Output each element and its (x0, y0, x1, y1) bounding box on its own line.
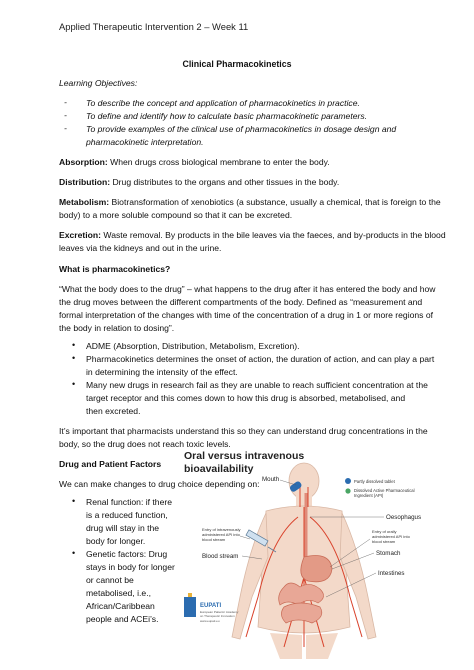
definition-metabolism (59, 196, 441, 209)
term-metabolism: Metabolism: (59, 197, 110, 207)
section-heading-dpf: Drug and Patient Factors (59, 459, 162, 469)
paragraph-line: “What the body does to the drug” – what happens to the drug after it has entered the body and how (59, 284, 436, 294)
bullet-item: ADME (Absorption, Distribution, Metabolism, Excretion). (86, 341, 300, 351)
bullet-icon: • (72, 379, 76, 389)
label-stomach: Stomach (376, 550, 401, 557)
eupati-logo-url: www.eupati.eu (200, 619, 220, 623)
legend-api-label-1: Dissolved Active Pharmaceutical (354, 488, 415, 493)
definition-absorption (59, 156, 330, 169)
legend-tablet-label: Partly dissolved tablet (354, 479, 395, 484)
bullet-item-cont: drug will stay in the (86, 523, 160, 533)
bullet-item-cont: stays in body for longer (86, 562, 175, 572)
eupati-logo (184, 593, 239, 623)
bullet-icon: • (72, 340, 76, 350)
stomach-organ (301, 556, 332, 582)
dash-marker: - (64, 123, 67, 133)
legend-api-dot (345, 488, 350, 493)
legend-api-label-2: Ingredient (API) (354, 493, 384, 498)
term-absorption: Absorption: (59, 157, 108, 167)
objective-item: To define and identify how to calculate basic pharmacokinetic parameters. (86, 111, 368, 121)
bullet-icon: • (72, 496, 76, 506)
bullet-icon: • (72, 353, 76, 363)
objectives-heading: Learning Objectives: (59, 78, 138, 88)
eupati-logo-sub1: European Patients' Academy (200, 610, 239, 614)
bullet-item-cont: target receptor and this comes down to how this drug is absorbed, metabolised, and (86, 393, 406, 403)
page-title: Clinical Pharmacokinetics (182, 59, 292, 69)
definition-distribution (59, 176, 339, 189)
bullet-item-cont: or cannot be (86, 575, 134, 585)
label-entry-oral-3: blood stream (372, 539, 396, 544)
label-blood-stream: Blood stream (202, 553, 239, 560)
legend-tablet-dot (345, 478, 351, 484)
bullet-item: Pharmacokinetics determines the onset of action, the duration of action, and can play a part (86, 354, 435, 364)
bullet-icon: • (72, 548, 76, 558)
eupati-logo-text: EUPATI (200, 603, 222, 609)
eupati-logo-sub2: on Therapeutic Innovation (200, 614, 235, 618)
definition-text: Biotransformation of xenobiotics (a substance, usually a chemical, that is foreign to the (109, 197, 441, 207)
label-entry-iv-1: Entry of intravenously (202, 527, 241, 532)
eupati-logo-mark (184, 597, 196, 617)
paragraph-line: It’s important that pharmacists understand this so they can understand drug concentrations in the (59, 426, 428, 436)
bullet-item-cont: body for longer. (86, 536, 146, 546)
objective-item: To describe the concept and application of pharmacokinetics in practice. (86, 98, 360, 108)
bullet-item-cont: metabolised, i.e., (86, 588, 151, 598)
label-entry-oral-1: Entry of orally (372, 529, 397, 534)
bullet-item-cont: in determining the intensity of the effect. (86, 367, 238, 377)
term-distribution: Distribution: (59, 177, 111, 187)
definition-text: When drugs cross biological membrane to enter the body. (107, 157, 330, 167)
bullet-item-cont: African/Caribbean (86, 601, 155, 611)
bioavailability-figure (180, 447, 426, 659)
dpf-intro: We can make changes to drug choice depending on: (59, 479, 260, 489)
definition-excretion (59, 229, 446, 242)
intestines-organ (281, 603, 321, 623)
paragraph-line: formal interpretation of the changes with time of the concentration of a drug in 1 or more regions of (59, 310, 434, 320)
label-mouth: Mouth (262, 476, 280, 483)
section-heading-what: What is pharmacokinetics? (59, 264, 171, 274)
bullet-item-cont: people and ACEi’s. (86, 614, 159, 624)
figure-title-line1: Oral versus intravenous (184, 450, 305, 462)
objective-item: To provide examples of the clinical use of pharmacokinetics in dosage design and (86, 124, 397, 134)
objective-item-cont: pharmacokinetic interpretation. (86, 137, 204, 147)
dash-marker: - (64, 110, 67, 120)
label-intestines: Intestines (378, 570, 405, 577)
figure-title-line2: bioavailability (184, 463, 254, 475)
paragraph-line: body, so the drug does not reach toxic levels. (59, 439, 231, 449)
bullet-item: Many new drugs in research fail as they are unable to reach sufficient concentration at the (86, 380, 428, 390)
definition-metabolism-cont: body) to a more soluble compound so that it can be excreted. (59, 210, 293, 220)
dash-marker: - (64, 97, 67, 107)
bullet-item-cont: then excreted. (86, 406, 141, 416)
bullet-item: Genetic factors: Drug (86, 549, 168, 559)
paragraph-line: the body in relation to dosing”. (59, 323, 175, 333)
definition-excretion-cont: leaves via the kidneys and out in the urine. (59, 243, 222, 253)
bullet-item-cont: is a reduced function, (86, 510, 168, 520)
term-excretion: Excretion: (59, 230, 102, 240)
paragraph-line: the drug moves between the different compartments of the body. Defined as “measurement and (59, 297, 423, 307)
definition-text: Drug distributes to the organs and other tissues in the body. (110, 177, 340, 187)
label-entry-iv-3: blood stream (202, 537, 226, 542)
label-entry-iv-2: administered API into (202, 532, 240, 537)
label-oesophagus: Oesophagus (386, 514, 422, 521)
bullet-item: Renal function: if there (86, 497, 172, 507)
label-entry-oral-2: administered API into (372, 534, 410, 539)
definition-text: Waste removal. By products in the bile leaves via the faeces, and by-products in the blood (101, 230, 446, 240)
page-header: Applied Therapeutic Intervention 2 – Week 11 (59, 21, 249, 32)
